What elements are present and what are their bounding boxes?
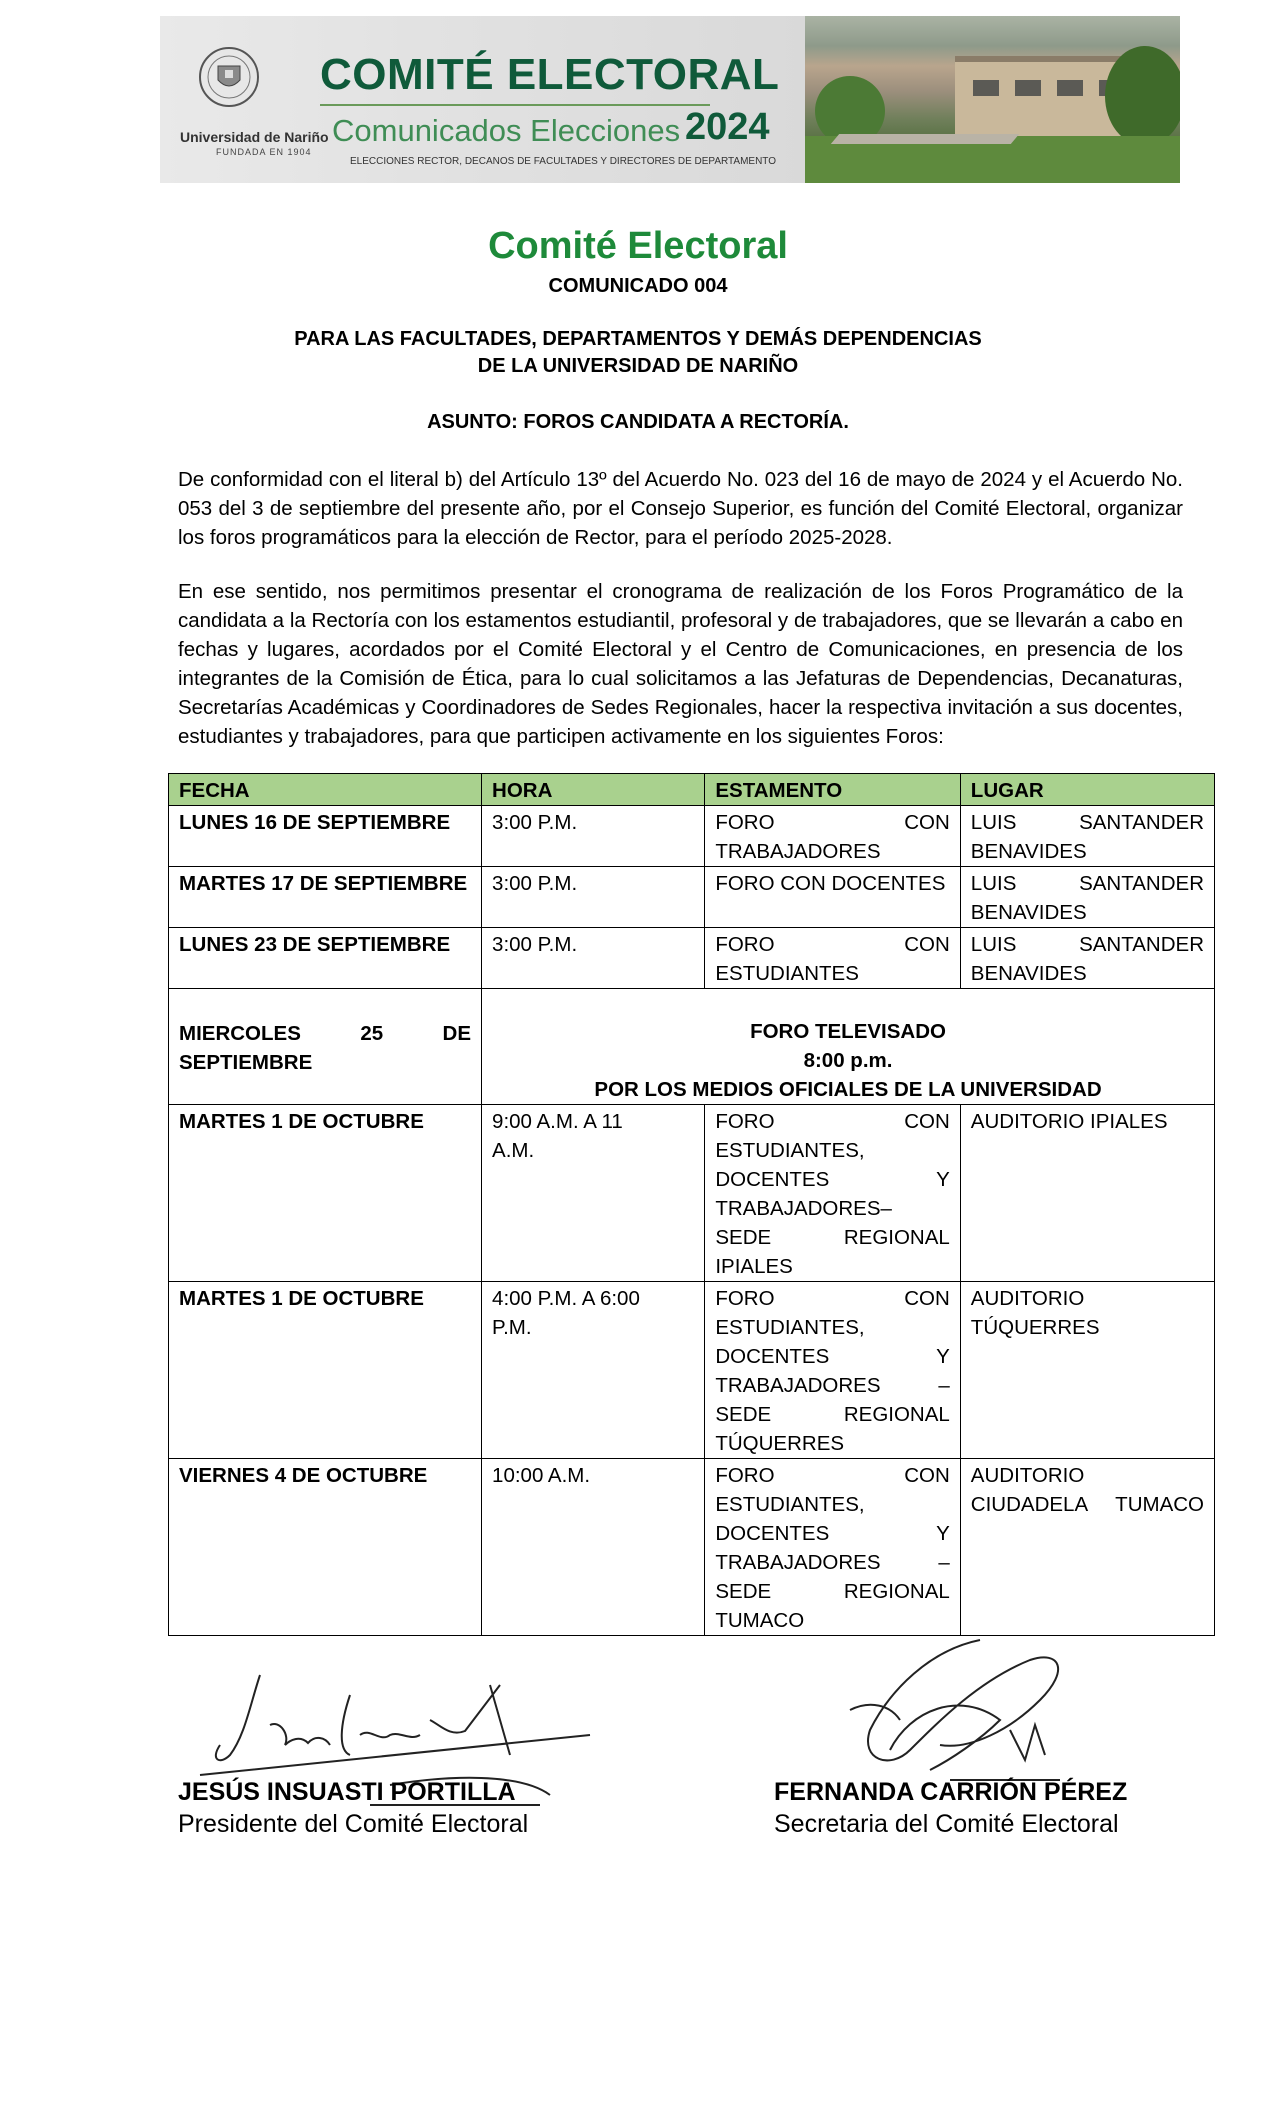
- signature-right-icon: [830, 1630, 1110, 1800]
- banner-subtitle: Comunicados Elecciones: [332, 113, 681, 148]
- header-hora: HORA: [482, 774, 705, 806]
- cell-lugar: AUDITORIO IPIALES: [960, 1105, 1214, 1282]
- cell-fecha: LUNES 16 DE SEPTIEMBRE: [169, 806, 482, 867]
- header-lugar: LUGAR: [960, 774, 1214, 806]
- cell-estamento: FORO CON ESTUDIANTES: [705, 928, 960, 989]
- signatory-left-role: Presidente del Comité Electoral: [178, 1810, 529, 1838]
- cell-hora: 3:00 P.M.: [482, 867, 705, 928]
- cell-estamento: FORO CON DOCENTES: [705, 867, 960, 928]
- cell-fecha: MARTES 1 DE OCTUBRE: [169, 1282, 482, 1459]
- cell-estamento: FORO CON ESTUDIANTES, DOCENTES Y TRABAJADORES – SEDE REGIONAL TUMACO: [705, 1459, 960, 1636]
- televised-time: 8:00 p.m.: [803, 1049, 893, 1072]
- cell-estamento: FORO CON TRABAJADORES: [705, 806, 960, 867]
- table-row: [169, 1459, 1215, 1636]
- table-row: [169, 806, 1215, 867]
- body-paragraph-2: En ese sentido, nos permitimos presentar el cronograma de realización de los Foros Programático de la candidata a la Rectoría con los estamentos estudiantil, profesoral y de trabajadores, que se llevarán a cabo en fechas y lugares, acordados por el Comité Electoral y el Centro de Comunicaciones, en presencia de los integrantes de la Comisión de Ética, para lo cual solicitamos a las Jefaturas de Dependencias, Decanaturas, Secretarías Académicas y Coordinadores de Sedes Regionales, hacer la respectiva invitación a sus docentes, estudiantes y trabajadores, para que participen activamente en los siguientes Foros:: [178, 580, 1183, 748]
- committee-title: Comité Electoral: [488, 225, 788, 267]
- signatory-right-name: FERNANDA CARRIÓN PÉREZ: [774, 1778, 1128, 1806]
- cell-hora: 3:00 P.M.: [482, 806, 705, 867]
- banner-title: COMITÉ ELECTORAL: [320, 50, 780, 99]
- cell-lugar: LUIS SANTANDER BENAVIDES: [960, 867, 1214, 928]
- signatory-right-role: Secretaria del Comité Electoral: [774, 1810, 1119, 1838]
- cell-hora: 9:00 A.M. A 11 A.M.: [482, 1105, 705, 1282]
- university-name: Universidad de Nariño: [180, 129, 329, 145]
- cell-estamento: FORO CON ESTUDIANTES, DOCENTES Y TRABAJADORES – SEDE REGIONAL TÚQUERRES: [705, 1282, 960, 1459]
- subject-line: ASUNTO: FOROS CANDIDATA A RECTORÍA.: [427, 411, 849, 433]
- cell-lugar: AUDITORIO TÚQUERRES: [960, 1282, 1214, 1459]
- university-seal-icon: [198, 46, 260, 108]
- cell-fecha: LUNES 23 DE SEPTIEMBRE: [169, 928, 482, 989]
- cell-lugar: LUIS SANTANDER BENAVIDES: [960, 806, 1214, 867]
- cell-lugar: LUIS SANTANDER BENAVIDES: [960, 928, 1214, 989]
- table-row: [169, 928, 1215, 989]
- televised-title: FORO TELEVISADO: [750, 1020, 946, 1043]
- cell-lugar: AUDITORIO CIUDADELA TUMACO: [960, 1459, 1214, 1636]
- table-row: [169, 867, 1215, 928]
- banner-divider: [320, 104, 710, 106]
- table-row-televised: [169, 989, 1215, 1105]
- university-founded: FUNDADA EN 1904: [216, 147, 312, 157]
- table-row: [169, 1282, 1215, 1459]
- header-banner: [160, 16, 1180, 183]
- banner-year: 2024: [685, 106, 770, 148]
- header-fecha: FECHA: [169, 774, 482, 806]
- forum-schedule-table: [168, 773, 1215, 1636]
- recipients-line-2: DE LA UNIVERSIDAD DE NARIÑO: [477, 355, 799, 377]
- cell-hora: 4:00 P.M. A 6:00 P.M.: [482, 1282, 705, 1459]
- body-paragraph-1: De conformidad con el literal b) del Artículo 13º del Acuerdo No. 023 del 16 de mayo de 2024 y el Acuerdo No. 053 del 3 de septiembre del presente año, por el Consejo Superior, es función del Comité Electoral, organizar los foros programáticos para la elección de Rector, para el período 2025-2028.: [178, 468, 1183, 549]
- televised-forum-cell: [482, 989, 1215, 1105]
- table-row: [169, 1105, 1215, 1282]
- cell-hora: 3:00 P.M.: [482, 928, 705, 989]
- communique-number: COMUNICADO 004: [548, 275, 728, 297]
- banner-note: ELECCIONES RECTOR, DECANOS DE FACULTADES Y DIRECTORES DE DEPARTAMENTO: [350, 156, 777, 167]
- campus-photo: [805, 16, 1180, 183]
- cell-fecha: MARTES 17 DE SEPTIEMBRE: [169, 867, 482, 928]
- cell-fecha: MIERCOLES 25 DE SEPTIEMBRE: [169, 989, 482, 1105]
- recipients-line-1: PARA LAS FACULTADES, DEPARTAMENTOS Y DEMÁS DEPENDENCIAS: [294, 328, 982, 350]
- banner-text-panel: [160, 16, 805, 183]
- cell-fecha: MARTES 1 DE OCTUBRE: [169, 1105, 482, 1282]
- header-estamento: ESTAMENTO: [705, 774, 960, 806]
- televised-media: POR LOS MEDIOS OFICIALES DE LA UNIVERSIDAD: [594, 1078, 1102, 1101]
- table-header-row: [169, 774, 1215, 806]
- cell-fecha: VIERNES 4 DE OCTUBRE: [169, 1459, 482, 1636]
- cell-hora: 10:00 A.M.: [482, 1459, 705, 1636]
- cell-estamento: FORO CON ESTUDIANTES, DOCENTES Y TRABAJADORES– SEDE REGIONAL IPIALES: [705, 1105, 960, 1282]
- signatory-left-name: JESÚS INSUASTI PORTILLA: [178, 1778, 516, 1806]
